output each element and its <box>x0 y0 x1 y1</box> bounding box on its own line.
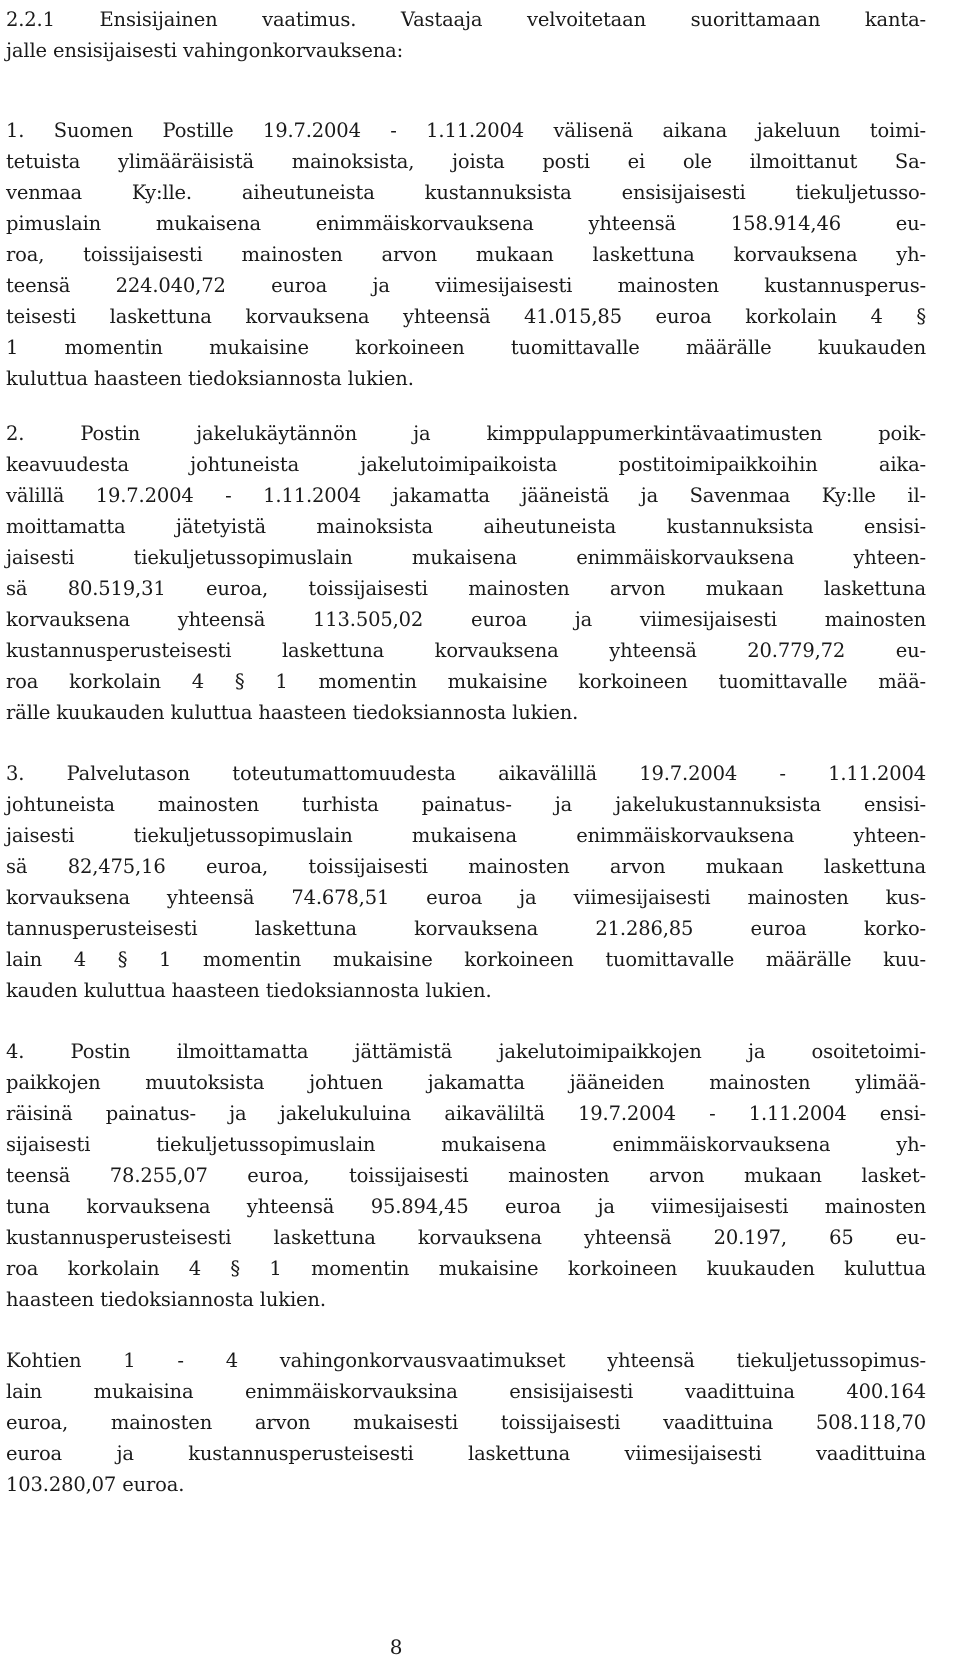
text-line: sijaisesti tiekuljetussopimuslain mukaisena enimmäiskorvauksena yh- <box>6 1133 926 1156</box>
text-line: 103.280,07 euroa. <box>6 1473 185 1496</box>
text-line: lain 4 § 1 momentin mukaisine korkoineen tuomittavalle määrälle kuu- <box>6 948 926 971</box>
text-line: tuna korvauksena yhteensä 95.894,45 euroa ja viimesijaisesti mainosten <box>6 1195 926 1218</box>
claim-item-3 <box>6 758 926 1006</box>
claim-heading <box>6 4 926 66</box>
document-page <box>6 0 926 1674</box>
text-line: Kohtien 1 - 4 vahingonkorvausvaatimukset yhteensä tiekuljetussopimus- <box>6 1349 926 1372</box>
text-line: haasteen tiedoksiannosta lukien. <box>6 1288 326 1311</box>
text-line: roa, toissijaisesti mainosten arvon mukaan laskettuna korvauksena yh- <box>6 243 926 266</box>
text-line: kustannusperusteisesti laskettuna korvauksena yhteensä 20.197, 65 eu- <box>6 1226 926 1249</box>
text-line: sä 80.519,31 euroa, toissijaisesti mainosten arvon mukaan laskettuna <box>6 577 926 600</box>
text-line: keavuudesta johtuneista jakelutoimipaikoista postitoimipaikkoihin aika- <box>6 453 926 476</box>
text-line: sä 82,475,16 euroa, toissijaisesti mainosten arvon mukaan laskettuna <box>6 855 926 878</box>
text-line: teisesti laskettuna korvauksena yhteensä 41.015,85 euroa korkolain 4 § <box>6 305 926 328</box>
text-line: tannusperusteisesti laskettuna korvauksena 21.286,85 euroa korko- <box>6 917 926 940</box>
text-line: euroa, mainosten arvon mukaisesti toissijaisesti vaadittuina 508.118,70 <box>6 1411 926 1434</box>
text-line: venmaa Ky:lle. aiheutuneista kustannuksista ensisijaisesti tiekuljetusso- <box>6 181 926 204</box>
text-line: teensä 78.255,07 euroa, toissijaisesti mainosten arvon mukaan lasket- <box>6 1164 926 1187</box>
text-line: euroa ja kustannusperusteisesti laskettuna viimesijaisesti vaadittuina <box>6 1442 926 1465</box>
text-line: pimuslain mukaisena enimmäiskorvauksena yhteensä 158.914,46 eu- <box>6 212 926 235</box>
text-line: korvauksena yhteensä 74.678,51 euroa ja viimesijaisesti mainosten kus- <box>6 886 926 909</box>
text-line: kustannusperusteisesti laskettuna korvauksena yhteensä 20.779,72 eu- <box>6 639 926 662</box>
text-line: jalle ensisijaisesti vahingonkorvauksena: <box>6 39 404 62</box>
text-line: välillä 19.7.2004 - 1.11.2004 jakamatta jääneistä ja Savenmaa Ky:lle il- <box>6 484 926 507</box>
text-line: 1 momentin mukaisine korkoineen tuomittavalle määrälle kuukauden <box>6 336 926 359</box>
text-line: 3. Palvelutason toteutumattomuudesta aikavälillä 19.7.2004 - 1.11.2004 <box>6 762 926 785</box>
text-line: räisinä painatus- ja jakelukuluina aikaväliltä 19.7.2004 - 1.11.2004 ensi- <box>6 1102 926 1125</box>
claim-item-2 <box>6 418 926 728</box>
page-number: 8 <box>389 1635 403 1659</box>
text-line: roa korkolain 4 § 1 momentin mukaisine korkoineen tuomittavalle mää- <box>6 670 926 693</box>
text-line: 2. Postin jakelukäytännön ja kimppulappumerkintävaatimusten poik- <box>6 422 926 445</box>
text-line: teensä 224.040,72 euroa ja viimesijaisesti mainosten kustannusperus- <box>6 274 926 297</box>
text-line: moittamatta jätetyistä mainoksista aiheutuneista kustannuksista ensisi- <box>6 515 926 538</box>
claims-summary <box>6 1345 926 1500</box>
text-line: jaisesti tiekuljetussopimuslain mukaisena enimmäiskorvauksena yhteen- <box>6 824 926 847</box>
text-line: paikkojen muutoksista johtuen jakamatta jääneiden mainosten ylimää- <box>6 1071 926 1094</box>
text-line: roa korkolain 4 § 1 momentin mukaisine korkoineen kuukauden kuluttua <box>6 1257 926 1280</box>
text-line: 2.2.1 Ensisijainen vaatimus. Vastaaja velvoitetaan suorittamaan kanta- <box>6 8 926 31</box>
claim-item-4 <box>6 1036 926 1315</box>
text-line: jaisesti tiekuljetussopimuslain mukaisena enimmäiskorvauksena yhteen- <box>6 546 926 569</box>
text-line: lain mukaisina enimmäiskorvauksina ensisijaisesti vaadittuina 400.164 <box>6 1380 926 1403</box>
text-line: rälle kuukauden kuluttua haasteen tiedoksiannosta lukien. <box>6 701 579 724</box>
text-line: tetuista ylimääräisistä mainoksista, joista posti ei ole ilmoittanut Sa- <box>6 150 926 173</box>
text-line: kuluttua haasteen tiedoksiannosta lukien. <box>6 367 414 390</box>
text-line: 4. Postin ilmoittamatta jättämistä jakelutoimipaikkojen ja osoitetoimi- <box>6 1040 926 1063</box>
text-line: korvauksena yhteensä 113.505,02 euroa ja viimesijaisesti mainosten <box>6 608 926 631</box>
text-line: kauden kuluttua haasteen tiedoksiannosta lukien. <box>6 979 492 1002</box>
text-line: 1. Suomen Postille 19.7.2004 - 1.11.2004 välisenä aikana jakeluun toimi- <box>6 119 926 142</box>
text-line: johtuneista mainosten turhista painatus- ja jakelukustannuksista ensisi- <box>6 793 926 816</box>
claim-item-1 <box>6 115 926 394</box>
